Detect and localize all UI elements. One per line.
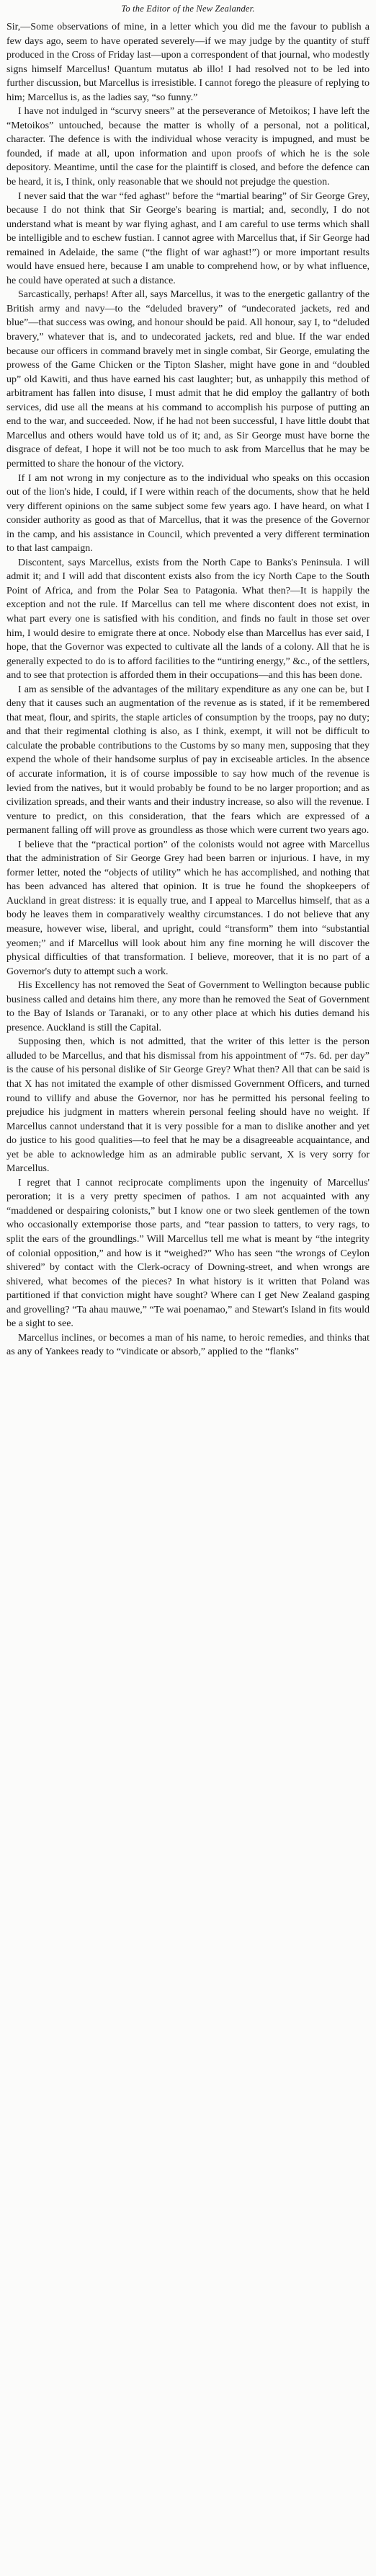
paragraph-5: If I am not wrong in my conjecture as to the individual who speaks on this occasion out of the lion's hide, I could, if I were within reach of the documents, show that he held very different opinions on the same subject some few years ago. I have heard, on what I consider authority as good as that of Marcellus, that it was the presence of the Governor in the camp, and his assistance in Council, which prevented a very different termination to that last campaign.	[6, 472, 370, 555]
paragraph-6: Discontent, says Marcellus, exists from the North Cape to Banks's Peninsula. I will admit it; and I will add that discontent exists also from the icy North Cape to the South Point of Africa, and from the Polar Sea to Patagonia. What then?—It is happily the exception and not the rule. If Marcellus can tell me where discontent does not exist, in what part every one is satisfied with his condition, and finds no fault in those set over him, I would desire to emigrate there at once. Nobody else than Marcellus has ever said, I hope, that the Governor was expected to cultivate all the lands of a colony. All that he is generally expected to do is to afford facilities to the “untiring energy,” &c., of the settlers, and to see that protection is afforded them in their occupations—and this has been done.	[6, 557, 370, 682]
letter-body	[0, 17, 376, 1359]
paragraph-10: Supposing then, which is not admitted, that the writer of this letter is the person alluded to be Marcellus, and that his dismissal from his appointment of “7s. 6d. per day” is the cause of his personal dislike of Sir George Grey? What then? All that can be said is that X has not imitated the example of other dismissed Government Officers, and turned round to villify and abuse the Governor, nor has he permitted his personal feeling to prejudice his judgment in matters wherein personal feeling should have no weight. If Marcellus cannot understand that it is very possible for a man to dislike another and yet do justice to his good qualities—to feel that he may be a disagreeable acquaintance, and yet be able to acknowledge him as an admirable public servant, X is very sorry for Marcellus.	[6, 1036, 370, 1175]
paragraph-9: His Excellency has not removed the Seat of Government to Wellington because public business called and detains him there, any more than he removed the Seat of Government to the Bay of Islands or Taranaki, or to any other place at which his duties demand his presence. Auckland is still the Capital.	[6, 980, 370, 1033]
paragraph-2: I have not indulged in “scurvy sneers” at the perseverance of Metoikos; I have left the “Metoikos” untouched, because the matter is wholly of a personal, not a political, character. The defence is with the individual whose veracity is impugned, and must be founded, if made at all, upon information and upon proofs of which he is the sole depository. Meantime, until the case for the plaintiff is closed, and before the defence can be heard, it is, I think, only reasonable that we should not prejudge the question.	[6, 106, 370, 188]
paragraph-8: I believe that the “practical portion” of the colonists would not agree with Marcellus that the administration of Sir George Grey had been barren or injurious. I have, in my former letter, noted the “objects of utility” which he has accomplished, and nothing that has been advanced has altered that opinion. It is true he found the shopkeepers of Auckland in great distress: it is equally true, and I appeal to Marcellus himself, that as a body he leaves them in comparatively wealthy circumstances. I do not believe that any measure, however wise, liberal, and upright, could “transform” them into “substantial yeomen;” and if Marcellus will look about him any fine morning he will discover the physical difficulties of that transformation. I believe, moreover, that it is no part of a Governor's duty to attempt such a work.	[6, 839, 370, 977]
paragraph-1: Sir,—Some observations of mine, in a letter which you did me the favour to publish a few days ago, seem to have operated severely—if we may judge by the quantity of stuff produced in the Cross of Friday last—upon a correspondent of that journal, who modestly signs himself Marcellus! Quantum mutatus ab illo! I had resolved not to be led into further discussion, but Marcellus is irresistible. I cannot forego the pleasure of replying to him; Marcellus is, as the ladies say, “so funny.”	[6, 22, 370, 103]
paragraph-11: I regret that I cannot reciprocate compliments upon the ingenuity of Marcellus' peroration; it is a very pretty specimen of pathos. I am not acquainted with any “maddened or despairing colonists,” but I know one or two sleek gentlemen of the town who occasionally extemporise those parts, and “tear passion to tatters, to very rags, to split the ears of the groundlings.” Will Marcellus tell me what is meant by “the integrity of colonial opposition,” and how is it “weighed?” Who has seen “the wrongs of Ceylon shivered” by contact with the Clerk-ocracy of Downing-street, and when wrongs are shivered, what becomes of the pieces? In what history is it written that Poland was partitioned if that conviction might have sought? Where can I get New Zealand gasping and grovelling? “Ta ahau mauwe,” “Te wai poenamao,” and Stewart's Island in fits would be a sight to see.	[6, 1177, 370, 1330]
paragraph-12: Marcellus inclines, or becomes a man of his name, to heroic remedies, and thinks that as any of Yankees ready to “vindicate or absorb,” applied to the “flanks”	[6, 1332, 370, 1358]
paragraph-4: Sarcastically, perhaps! After all, says Marcellus, it was to the energetic gallantry of the British army and navy—to the “deluded bravery” of “undecorated jackets, red and blue”—that success was owing, and honour should be paid. All honour, say I, to “deluded bravery,” whatever that is, and to undecorated jackets, red and blue. If the war ended because our officers in command bravely met in single combat, Sir George, emulating the prowess of the Game Chicken or the Tipton Slasher, might have gone in and “doubled up” old Kawiti, and thus have earned his cast laughter; but, as unhappily this method of arbitrament has fallen into disuse, I must admit that he did employ the gallantry of both services, did use all the means at his command to accomplish his purpose of putting an end to the war, and succeeded. Now, if he had not been successful, I have little doubt that Marcellus and others would have told us of it; and, as Sir George must have borne the disgrace of defeat, I hope it will not be too much to ask from Marcellus that he may be permitted to share the honour of the victory.	[6, 289, 370, 469]
letter-heading: To the Editor of the New Zealander.	[121, 4, 255, 14]
paragraph-7: I am as sensible of the advantages of the military expenditure as any one can be, but I deny that it causes such an augmentation of the revenue as is stated, if it be remembered that meat, flour, and spirits, the staple articles of consumption by the troops, pay no duty; and that their regimental clothing is also, as I think, exempt, it will not be difficult to calculate the probable contributions to the Customs by so many men, supposing that they expend the whole of their handsome surplus of pay in exciseable articles. In the absence of accurate information, it is of course impossible to say how much of the revenue is levied from the natives, but it would probably be found to be no larger proportion; and as civilization spreads, and their wants and their industry increase, so also will the revenue. I venture to predict, on this consideration, that the fears which are expressed of a permanent falling off will prove as groundless as those which were current two years ago.	[6, 684, 370, 837]
paragraph-3: I never said that the war “fed aghast” before the “martial bearing” of Sir George Grey, because I do not think that Sir George's bearing is martial; and, secondly, I do not understand what is meant by war flying aghast, and I am careful to use terms which shall be intelligible and to eschew fustian. I cannot agree with Marcellus that, if Sir George had remained in Adelaide, the same (“the flight of war aghast!”) or more important results would have ensued here, because I am unable to comprehend how, or by what influence, he could have operated at such a distance.	[6, 190, 370, 286]
